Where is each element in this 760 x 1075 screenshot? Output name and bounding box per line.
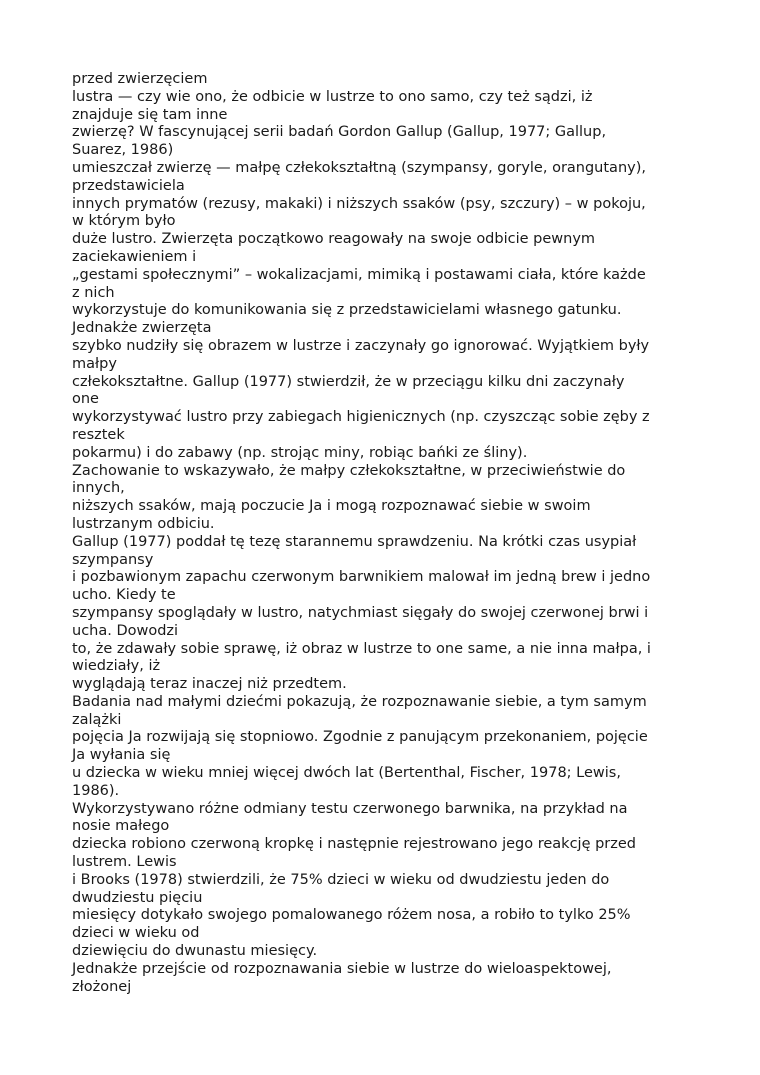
text-line: one — [72, 391, 99, 408]
text-line: umieszczał zwierzę — małpę człekokształtną (szympansy, goryle, orangutany), — [72, 159, 646, 176]
text-line: dziecka robiono czerwoną kropkę i następnie rejestrowano jego reakcję przed — [72, 836, 637, 853]
text-line: „gestami społecznymi” – wokalizacjami, mimiką i postawami ciała, które każde — [72, 266, 646, 283]
text-line: nosie małego — [72, 818, 170, 835]
text-line: i Brooks (1978) stwierdzili, że 75% dzieci w wieku od dwudziestu jeden do — [72, 871, 610, 888]
text-line: zaciekawieniem i — [72, 248, 197, 265]
text-line: i pozbawionym zapachu czerwonym barwnikiem malował im jedną brew i jedno — [72, 569, 651, 586]
text-line: resztek — [72, 426, 125, 443]
text-line: dziewięciu do dwunastu miesięcy. — [72, 943, 318, 960]
text-line: wiedziały, iż — [72, 658, 161, 675]
text-line: lustra — czy wie ono, że odbicie w lustrze to ono samo, czy też sądzi, iż — [72, 88, 593, 105]
text-line: 1986). — [72, 782, 120, 799]
text-line: Badania nad małymi dziećmi pokazują, że rozpoznawanie siebie, a tym samym — [72, 693, 647, 710]
text-line: dzieci w wieku od — [72, 925, 200, 942]
text-line: Gallup (1977) poddał tę tezę starannemu sprawdzeniu. Na krótki czas usypiał — [72, 533, 637, 550]
text-line: wykorzystuje do komunikowania się z przedstawicielami własnego gatunku. — [72, 302, 622, 319]
text-line: Jednakże przejście od rozpoznawania siebie w lustrze do wieloaspektowej, — [72, 960, 612, 977]
text-line: lustrem. Lewis — [72, 854, 177, 871]
text-line: szympansy — [72, 551, 154, 568]
text-line: zalążki — [72, 711, 122, 728]
text-line: pokarmu) i do zabawy (np. strojąc miny, robiąc bańki ze śliny). — [72, 444, 528, 461]
text-line: to, że zdawały sobie sprawę, iż obraz w lustrze to one same, a nie inna małpa, i — [72, 640, 651, 657]
text-line: człekokształtne. Gallup (1977) stwierdził, że w przeciągu kilku dni zaczynały — [72, 373, 625, 390]
text-line: z nich — [72, 284, 115, 301]
text-line: przed zwierzęciem — [72, 71, 208, 87]
text-line: w którym było — [72, 213, 176, 230]
text-line: Ja wyłania się — [72, 747, 171, 764]
text-line: lustrzanym odbiciu. — [72, 515, 215, 532]
text-line: wyglądają teraz inaczej niż przedtem. — [72, 676, 347, 693]
text-line: Wykorzystywano różne odmiany testu czerwonego barwnika, na przykład na — [72, 800, 628, 817]
text-line: u dziecka w wieku mniej więcej dwóch lat (Bertenthal, Fischer, 1978; Lewis, — [72, 765, 621, 782]
text-line: Suarez, 1986) — [72, 142, 174, 159]
text-line: ucha. Dowodzi — [72, 622, 179, 639]
text-line: Jednakże zwierzęta — [72, 320, 212, 337]
text-line: szybko nudziły się obrazem w lustrze i zaczynały go ignorować. Wyjątkiem były — [72, 337, 650, 354]
text-line: małpy — [72, 355, 117, 372]
text-line: innych, — [72, 480, 125, 497]
text-line: dwudziestu pięciu — [72, 889, 203, 906]
text-line: innych prymatów (rezusy, makaki) i niższych ssaków (psy, szczury) – w pokoju, — [72, 195, 646, 212]
text-line: duże lustro. Zwierzęta początkowo reagowały na swoje odbicie pewnym — [72, 231, 596, 248]
text-line: miesięcy dotykało swojego pomalowanego różem nosa, a robiło to tylko 25% — [72, 907, 631, 924]
body-text — [72, 71, 692, 996]
text-line: Zachowanie to wskazywało, że małpy człekokształtne, w przeciwieństwie do — [72, 462, 626, 479]
text-line: szympansy spoglądały w lustro, natychmiast sięgały do swojej czerwonej brwi i — [72, 604, 649, 621]
text-line: pojęcia Ja rozwijają się stopniowo. Zgodnie z panującym przekonaniem, pojęcie — [72, 729, 648, 746]
text-line: złożonej — [72, 978, 132, 995]
text-line: ucho. Kiedy te — [72, 587, 176, 604]
text-line: przedstawiciela — [72, 177, 185, 194]
text-line: niższych ssaków, mają poczucie Ja i mogą rozpoznawać siebie w swoim — [72, 498, 591, 515]
text-line: zwierzę? W fascynującej serii badań Gordon Gallup (Gallup, 1977; Gallup, — [72, 124, 607, 141]
text-line: znajduje się tam inne — [72, 106, 228, 123]
text-line: wykorzystywać lustro przy zabiegach higienicznych (np. czyszcząc sobie zęby z — [72, 409, 650, 426]
